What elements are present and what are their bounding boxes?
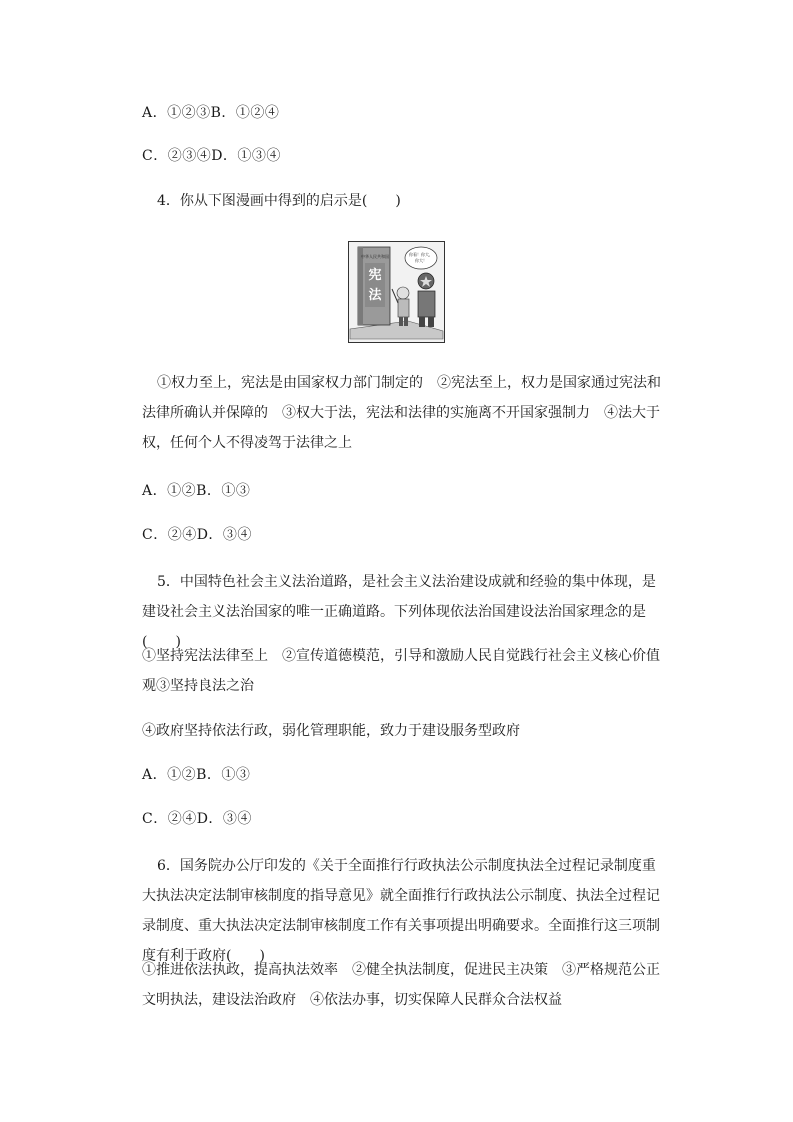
q6-statements: ①推进依法执政，提高执法效率 ②健全执法制度，促进民主决策 ③严格规范公正文明执法，建设法治政府 ④依法办事，切实保障人民群众合法权益	[142, 962, 660, 1008]
q5-statements-1: ①坚持宪法法律至上 ②宣传道德模范，引导和激励人民自觉践行社会主义核心价值观③坚持良法之治	[142, 648, 660, 694]
book-title-char-1: 宪	[368, 268, 382, 283]
q4-statements: ①权力至上，宪法是由国家权力部门制定的 ②宪法至上，权力是国家通过宪法和法律所确认并保障的 ③权大于法，宪法和法律的实施离不开国家强制力 ④法大于权，任何个人不得凌驾于法律之上	[142, 375, 661, 451]
q4-option-ab: A．①②B．①③	[142, 483, 251, 499]
q3-option-cd: C．②③④D．①③④	[142, 148, 281, 164]
q6-stem: 6．国务院办公厅印发的《关于全面推行行政执法公示制度执法全过程记录制度重大执法决定法制审核制度的指导意见》就全面推行行政执法公示制度、执法全过程记录制度、重大执法决定法制审核制度工作有关事项提出明确要求。全面推行这三项制度有利于政府( )	[142, 858, 660, 964]
q4-option-cd: C．②④D．③④	[142, 527, 252, 543]
q5-option-ab: A．①②B．①③	[142, 767, 251, 783]
q5-stem: 5．中国特色社会主义法治道路，是社会主义法治建设成就和经验的集中体现，是建设社会主义法治国家的唯一正确道路。下列体现依法治国建设法治国家理念的是( )	[142, 574, 656, 650]
q5-option-cd: C．②④D．③④	[142, 811, 252, 827]
svg-text:你大！: 你大！	[415, 258, 427, 263]
q5-statements-2: ④政府坚持依法行政，弱化管理职能，致力于建设服务型政府	[142, 723, 520, 739]
book-title-char-2: 法	[368, 288, 382, 303]
q4-cartoon	[348, 241, 445, 343]
svg-text:你看！你大，: 你看！你大，	[409, 252, 433, 257]
q3-option-ab: A．①②③B．①②④	[142, 105, 280, 121]
q4-stem: 4．你从下图漫画中得到的启示是( )	[157, 193, 401, 209]
book-spine-text: 中华人民共和国	[361, 254, 389, 259]
cartoon-illustration	[348, 241, 445, 343]
